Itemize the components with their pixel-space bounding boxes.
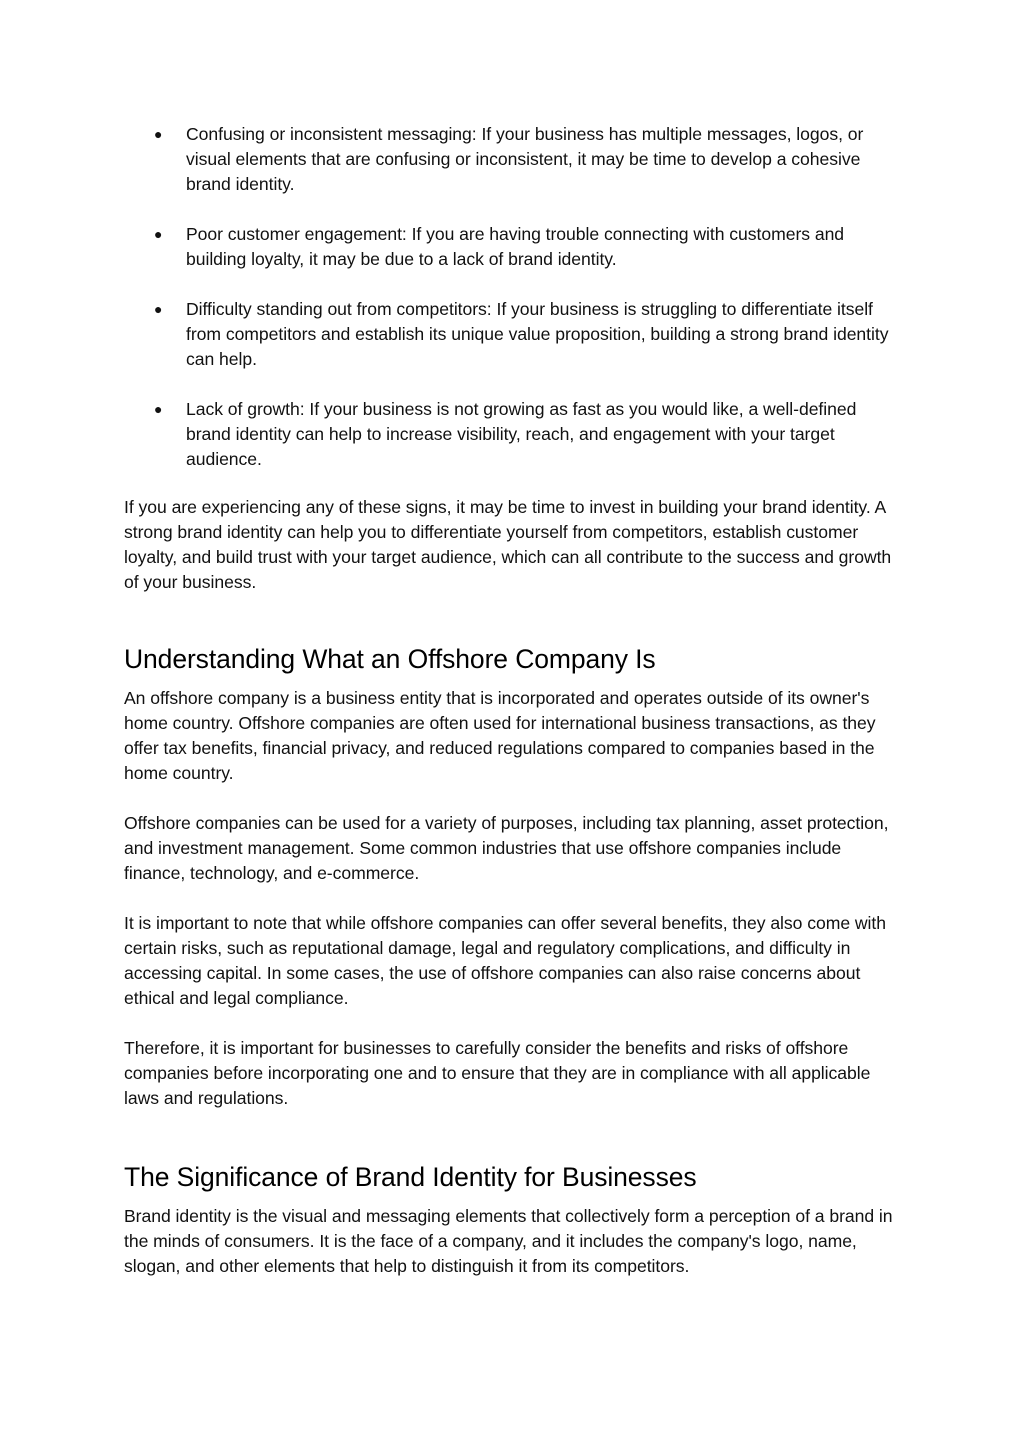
offshore-paragraph-3: It is important to note that while offshore companies can offer several benefits, they also come with certain risks, such as reputational damage, legal and regulatory complications, and difficulty in accessing capital. In some cases, the use of offshore companies can also raise concerns about ethical and legal compliance. xyxy=(124,913,886,1008)
list-item xyxy=(154,222,904,272)
intro-paragraph: If you are experiencing any of these signs, it may be time to invest in building your brand identity. A strong brand identity can help you to differentiate yourself from competitors, establish customer loyalty, and build trust with your target audience, which can all contribute to the success and growth of your business. xyxy=(124,497,892,592)
offshore-paragraph-2: Offshore companies can be used for a variety of purposes, including tax planning, asset protection, and investment management. Some common industries that use offshore companies include finance, technology, and e-commerce. xyxy=(124,813,889,883)
offshore-section-heading: Understanding What an Offshore Company Is xyxy=(124,644,656,674)
document-page xyxy=(124,122,904,1304)
brand-section-heading: The Significance of Brand Identity for Businesses xyxy=(124,1162,697,1192)
list-item xyxy=(154,397,904,472)
bullet-text: Lack of growth: If your business is not growing as fast as you would like, a well-defined brand identity can help to increase visibility, reach, and engagement with your target audience. xyxy=(186,399,857,469)
bullet-text: Confusing or inconsistent messaging: If your business has multiple messages, logos, or visual elements that are confusing or inconsistent, it may be time to develop a cohesive brand identity. xyxy=(186,124,864,194)
list-item xyxy=(154,297,904,372)
bullet-icon: ● xyxy=(154,226,163,242)
bullet-icon: ● xyxy=(154,301,163,317)
bullet-icon: ● xyxy=(154,126,163,142)
bullet-text: Poor customer engagement: If you are having trouble connecting with customers and building loyalty, it may be due to a lack of brand identity. xyxy=(186,224,845,269)
bullet-text: Difficulty standing out from competitors: If your business is struggling to differentiate itself from competitors and establish its unique value proposition, building a strong brand identity can help. xyxy=(186,299,889,369)
brand-paragraph-1: Brand identity is the visual and messaging elements that collectively form a perception of a brand in the minds of consumers. It is the face of a company, and it includes the company's logo, name, slogan, and other elements that help to distinguish it from its competitors. xyxy=(124,1206,893,1276)
list-item xyxy=(154,122,904,197)
signs-bullet-list xyxy=(124,122,904,472)
offshore-paragraph-1: An offshore company is a business entity that is incorporated and operates outside of its owner's home country. Offshore companies are often used for international business transactions, as they offer tax benefits, financial privacy, and reduced regulations compared to companies based in the home country. xyxy=(124,688,876,783)
bullet-icon: ● xyxy=(154,401,163,417)
offshore-paragraph-4: Therefore, it is important for businesses to carefully consider the benefits and risks of offshore companies before incorporating one and to ensure that they are in compliance with all applicable laws and regulations. xyxy=(124,1038,871,1108)
